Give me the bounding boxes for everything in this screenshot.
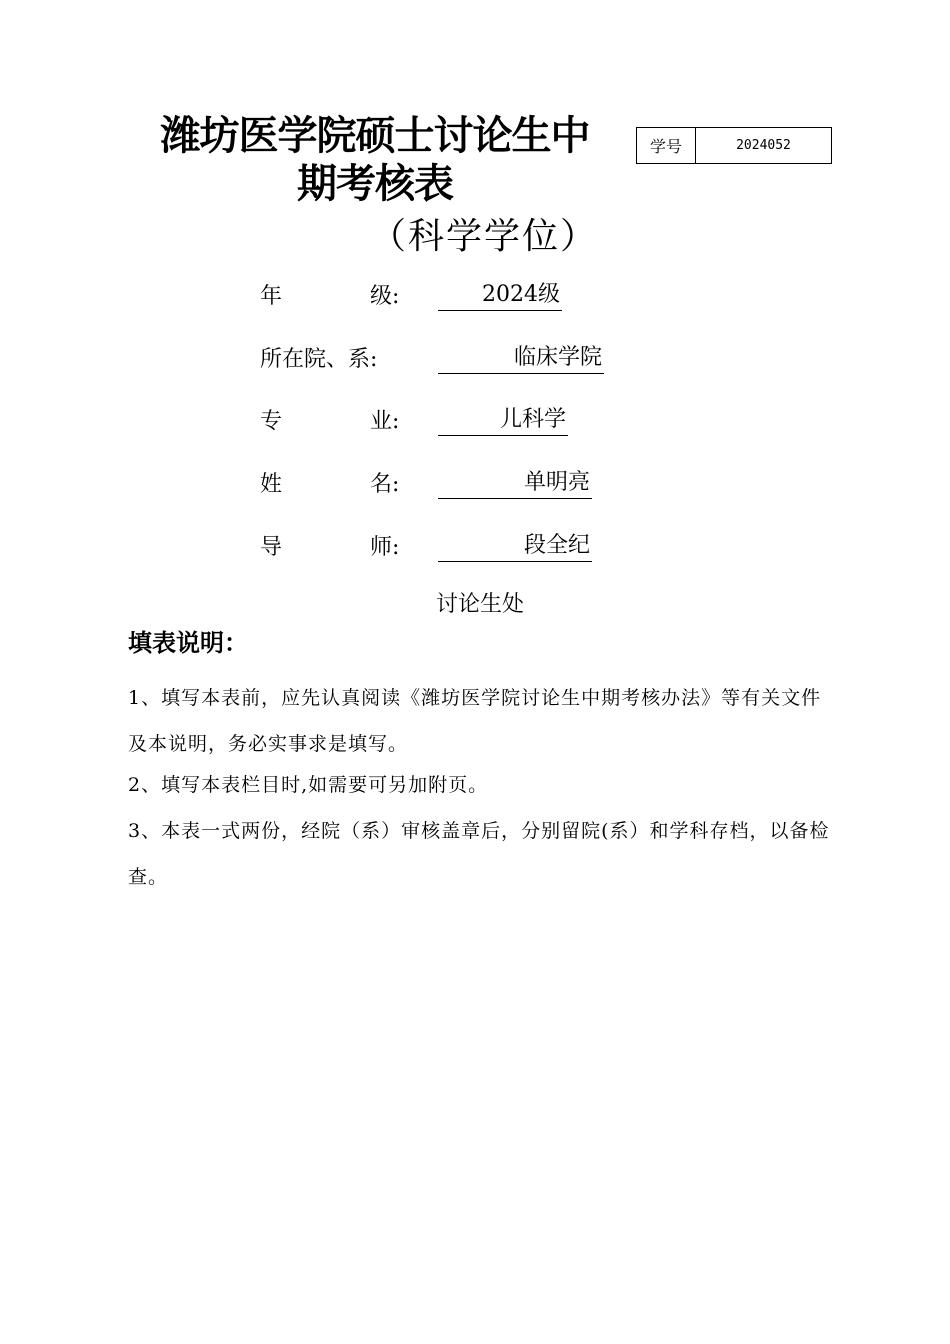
- title-line-2: 期考核表: [297, 161, 453, 207]
- field-department-label: 所在院、系:: [260, 347, 378, 372]
- department-name: 讨论生处: [435, 592, 524, 617]
- instructions-heading: 填表说明：: [128, 629, 248, 657]
- instruction-item-2: 2、填写本表栏目时,如需要可另加附页。: [128, 774, 489, 796]
- instruction-item-3: 3、本表一式两份，经院（系）审核盖章后，分别留院(系）和学科存档，以备检查。: [128, 820, 830, 888]
- field-major-label: 专 业:: [260, 409, 400, 434]
- field-grade-label: 年 级:: [260, 284, 400, 309]
- field-department-value: 临床学院: [438, 343, 604, 374]
- field-name: [260, 468, 680, 502]
- field-department: [260, 343, 680, 377]
- field-grade: [260, 280, 680, 314]
- field-major-value: 儿科学: [438, 405, 568, 436]
- field-name-value: 单明亮: [438, 468, 592, 499]
- field-major: [260, 405, 680, 439]
- field-advisor-value: 段全纪: [438, 531, 592, 562]
- form-subtitle: （科学学位）: [370, 216, 599, 257]
- student-id-box: [636, 127, 832, 164]
- student-id-value: 2024052: [736, 138, 791, 153]
- field-name-label: 姓 名:: [260, 472, 400, 497]
- instruction-item-1: 1、填写本表前，应先认真阅读《潍坊医学院讨论生中期考核办法》等有关文件及本说明，务必实事求是填写。: [128, 687, 822, 755]
- field-grade-value: 2024级: [438, 280, 562, 311]
- field-advisor: [260, 531, 680, 565]
- title-line-1: 潍坊医学院硕士讨论生中: [160, 113, 590, 159]
- form-title: [140, 112, 610, 208]
- field-advisor-label: 导 师:: [260, 535, 400, 560]
- student-id-label: 学号: [637, 128, 696, 163]
